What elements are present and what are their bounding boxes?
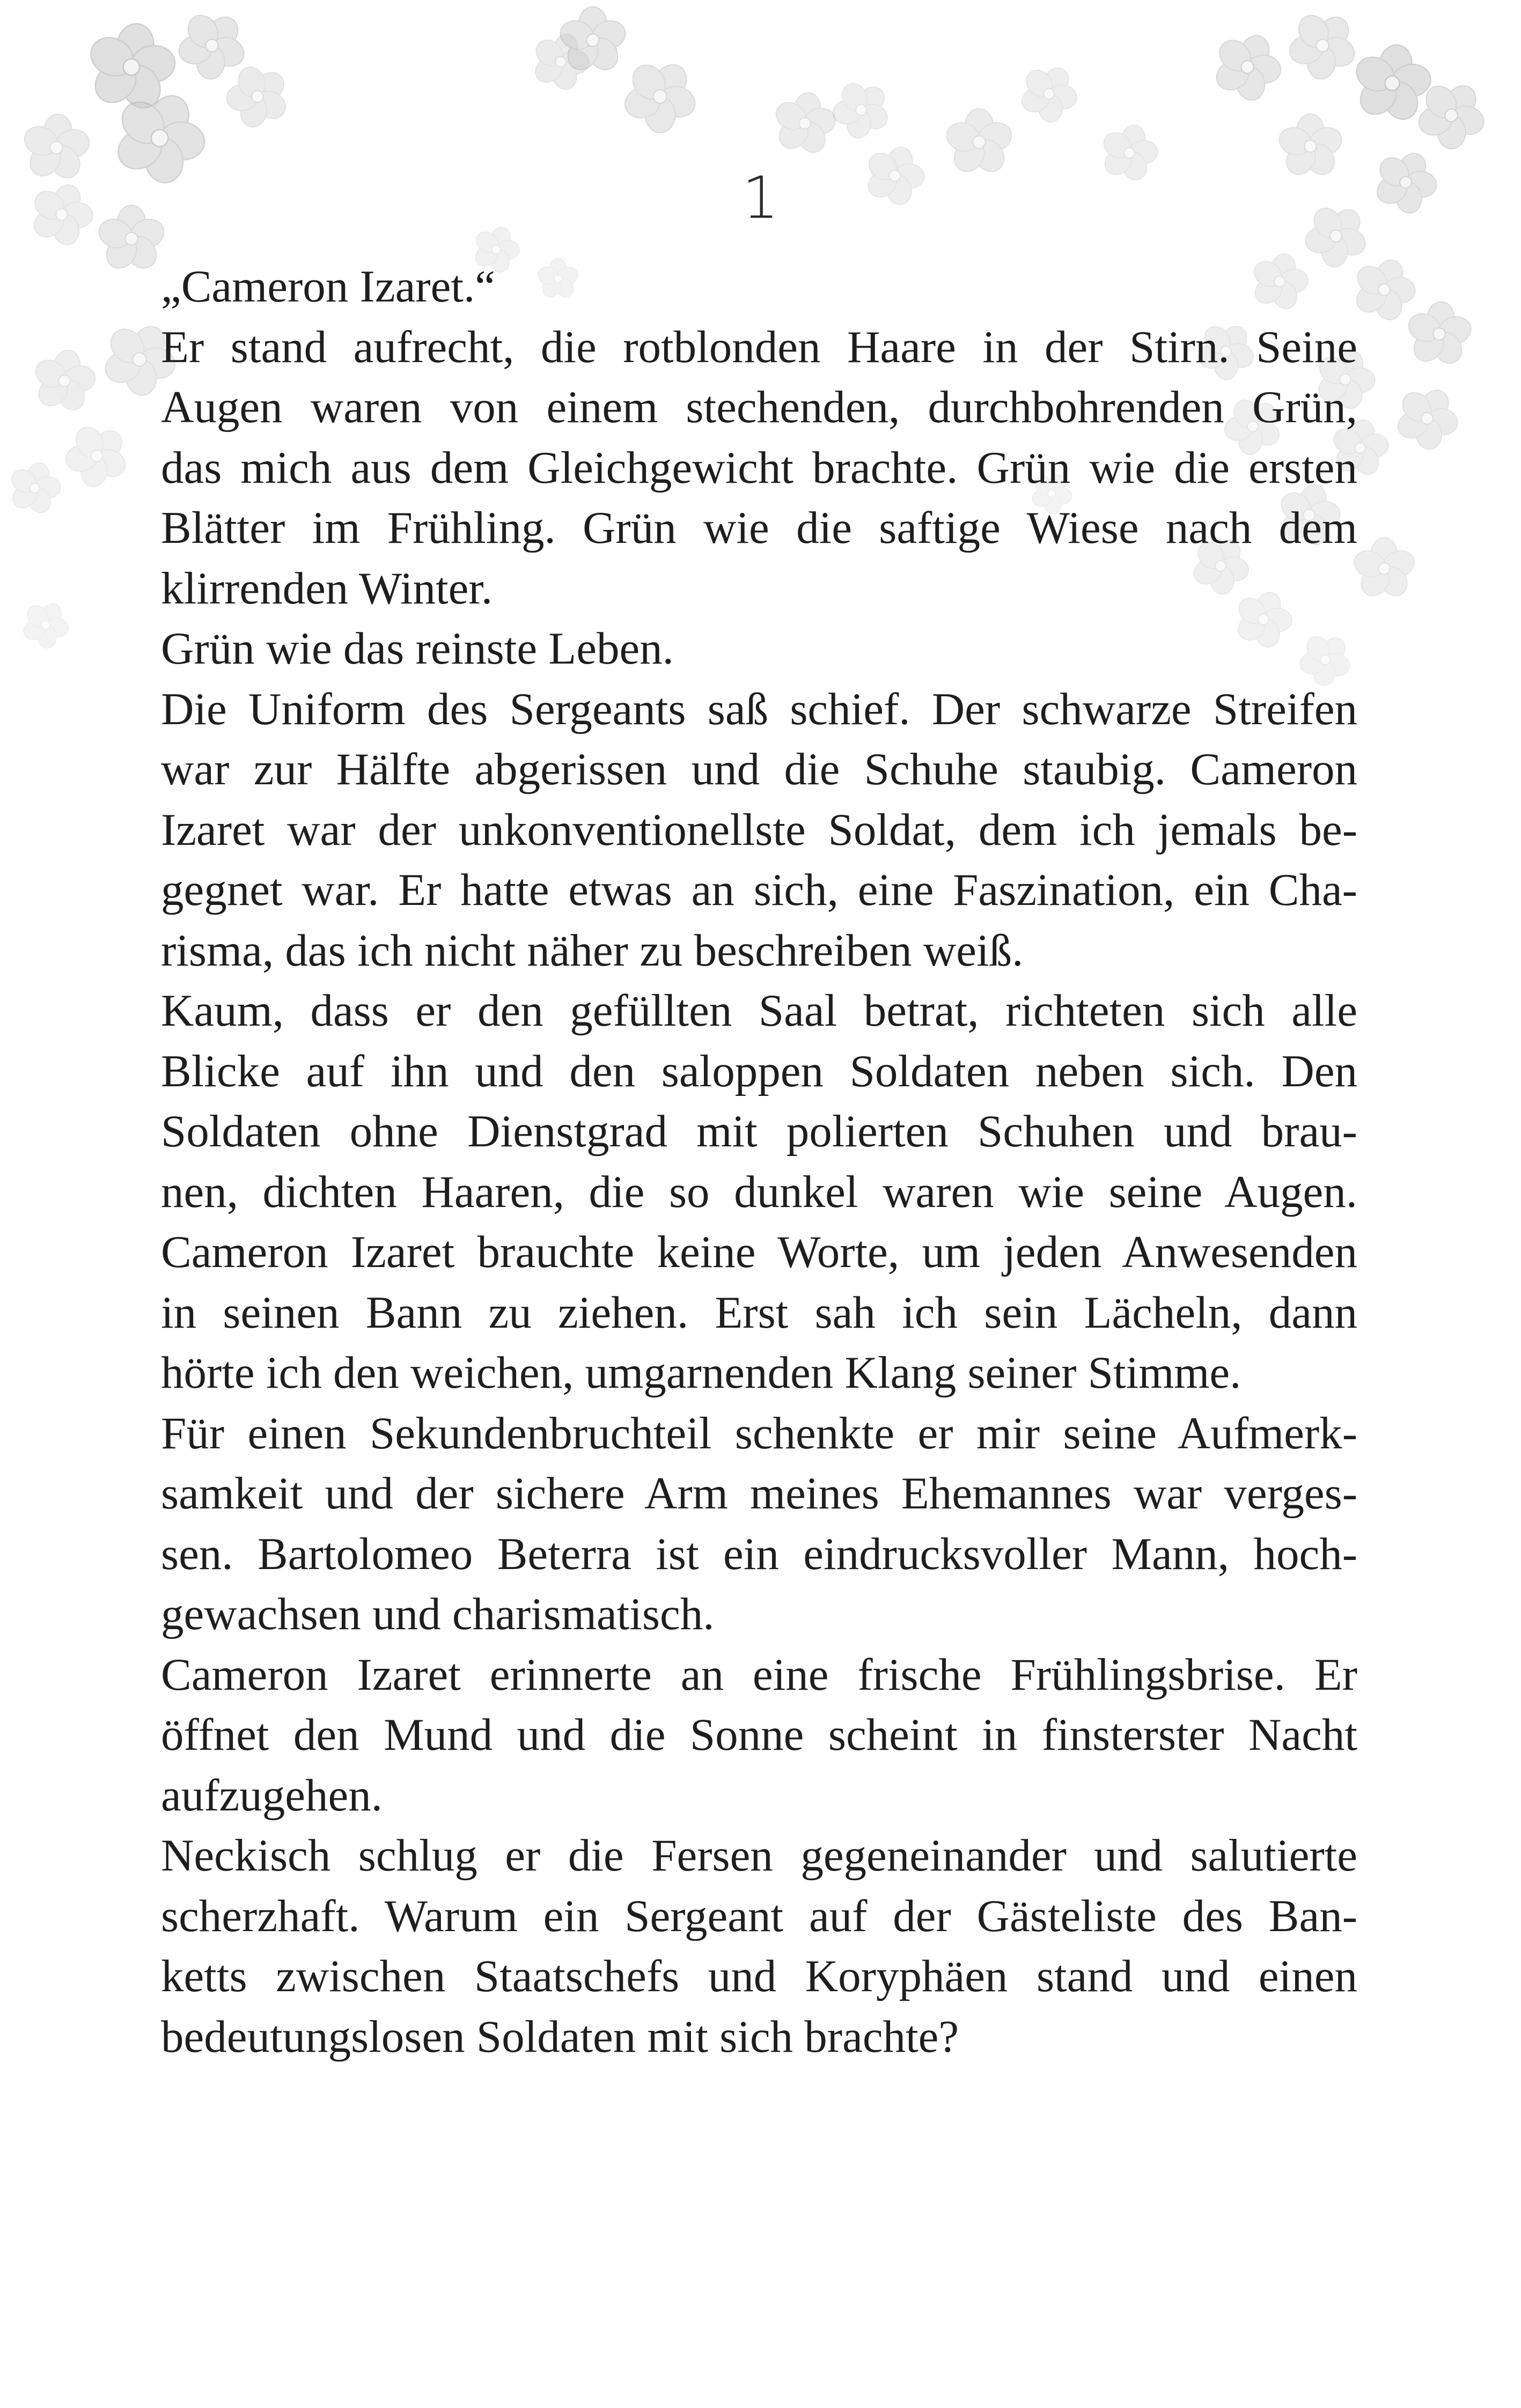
text-line: bedeutungslosen Soldaten mit sich brachte? [161, 2011, 959, 2062]
text-line: ketts zwischen Staatschefs und Koryphäen stand und einen [161, 1951, 1357, 2001]
flower-icon [163, 0, 261, 95]
flower-icon [1352, 536, 1416, 601]
text-line: „Cameron Izaret.“ [161, 261, 495, 312]
flower-icon [1402, 67, 1500, 164]
flower-icon [1403, 298, 1475, 370]
flower-icon [819, 68, 903, 152]
text-line: das mich aus dem Gleichgewicht brachte. Grün wie die ersten [161, 442, 1357, 493]
flower-icon [1383, 374, 1471, 462]
text-line: Er stand aufrecht, die rotblonden Haare in der Stirn. Seine [161, 321, 1357, 372]
text-line: Augen waren von einem stechenden, durchbohrenden Grün, [161, 382, 1357, 432]
flower-icon [51, 410, 142, 502]
text-line: Neckisch schlug er die Fersen gegeneinander und salutierte [161, 1830, 1357, 1881]
text-line: Soldaten ohne Dienstgrad mit polierten Schuhen und brau- [161, 1106, 1357, 1157]
text-line: Die Uniform des Sergeants saß schief. Der schwarze Streifen [161, 683, 1357, 734]
text-line: gegnet war. Er hatte etwas an sich, eine Faszination, ein Cha- [161, 865, 1357, 915]
flower-icon [27, 343, 101, 418]
text-line: hörte ich den weichen, umgarnenden Klang seiner Stimme. [161, 1347, 1241, 1398]
flower-icon [1346, 36, 1439, 130]
text-line: Grün wie das reinste Leben. [161, 623, 674, 674]
body-text [161, 256, 1357, 2067]
text-line: Für einen Sekundenbruchteil schenkte er mir seine Aufmerk- [161, 1408, 1357, 1459]
flower-icon [1009, 54, 1089, 134]
text-line: risma, das ich nicht näher zu beschreiben weiß. [161, 925, 1024, 976]
text-line: samkeit und der sichere Arm meines Ehemannes war verges- [161, 1468, 1357, 1519]
flower-icon [13, 592, 79, 658]
text-line: nen, dichten Haaren, die so dunkel waren wie seine Augen. [161, 1166, 1357, 1217]
text-line: Cameron Izaret erinnerte an eine frische Frühlingsbrise. Er [161, 1649, 1357, 1700]
chapter-number: 1 [742, 165, 779, 232]
flower-icon [608, 45, 712, 149]
flower-icon [558, 5, 628, 75]
flower-icon [212, 51, 303, 142]
text-line: war zur Hälfte abgerissen und die Schuhe staubig. Cameron [161, 744, 1357, 794]
text-line: Blicke auf ihn und den saloppen Soldaten neben sich. Den [161, 1045, 1357, 1096]
text-line: Cameron Izaret brauchte keine Worte, um jeden Anwesenden [161, 1227, 1357, 1277]
text-line: Kaum, dass er den gefüllten Saal betrat, richteten sich alle [161, 985, 1357, 1036]
flower-icon [1201, 21, 1294, 114]
text-line: Blätter im Frühling. Grün wie die saftige Wiese nach dem [161, 503, 1357, 553]
flower-icon [523, 24, 599, 100]
text-line: aufzugehen. [161, 1770, 383, 1821]
text-line: gewachsen und charismatisch. [161, 1589, 715, 1639]
flower-icon [2, 455, 68, 521]
flower-icon [767, 86, 842, 160]
flower-icon [79, 14, 185, 120]
text-line: Izaret war der unkonventionellste Soldat, dem ich jemals be- [161, 804, 1357, 855]
text-line: sen. Bartolomeo Beterra ist ein eindrucksvoller Mann, hoch- [161, 1528, 1357, 1579]
text-line: öffnet den Mund und die Sonne scheint in finsterster Nacht [161, 1710, 1357, 1760]
flower-icon [1273, 0, 1371, 95]
text-line: klirrenden Winter. [161, 563, 493, 614]
text-line: scherzhaft. Warum ein Sergeant auf der Gästeliste des Ban- [161, 1890, 1357, 1941]
text-line: in seinen Bann zu ziehen. Erst sah ich sein Lächeln, dann [161, 1287, 1357, 1338]
